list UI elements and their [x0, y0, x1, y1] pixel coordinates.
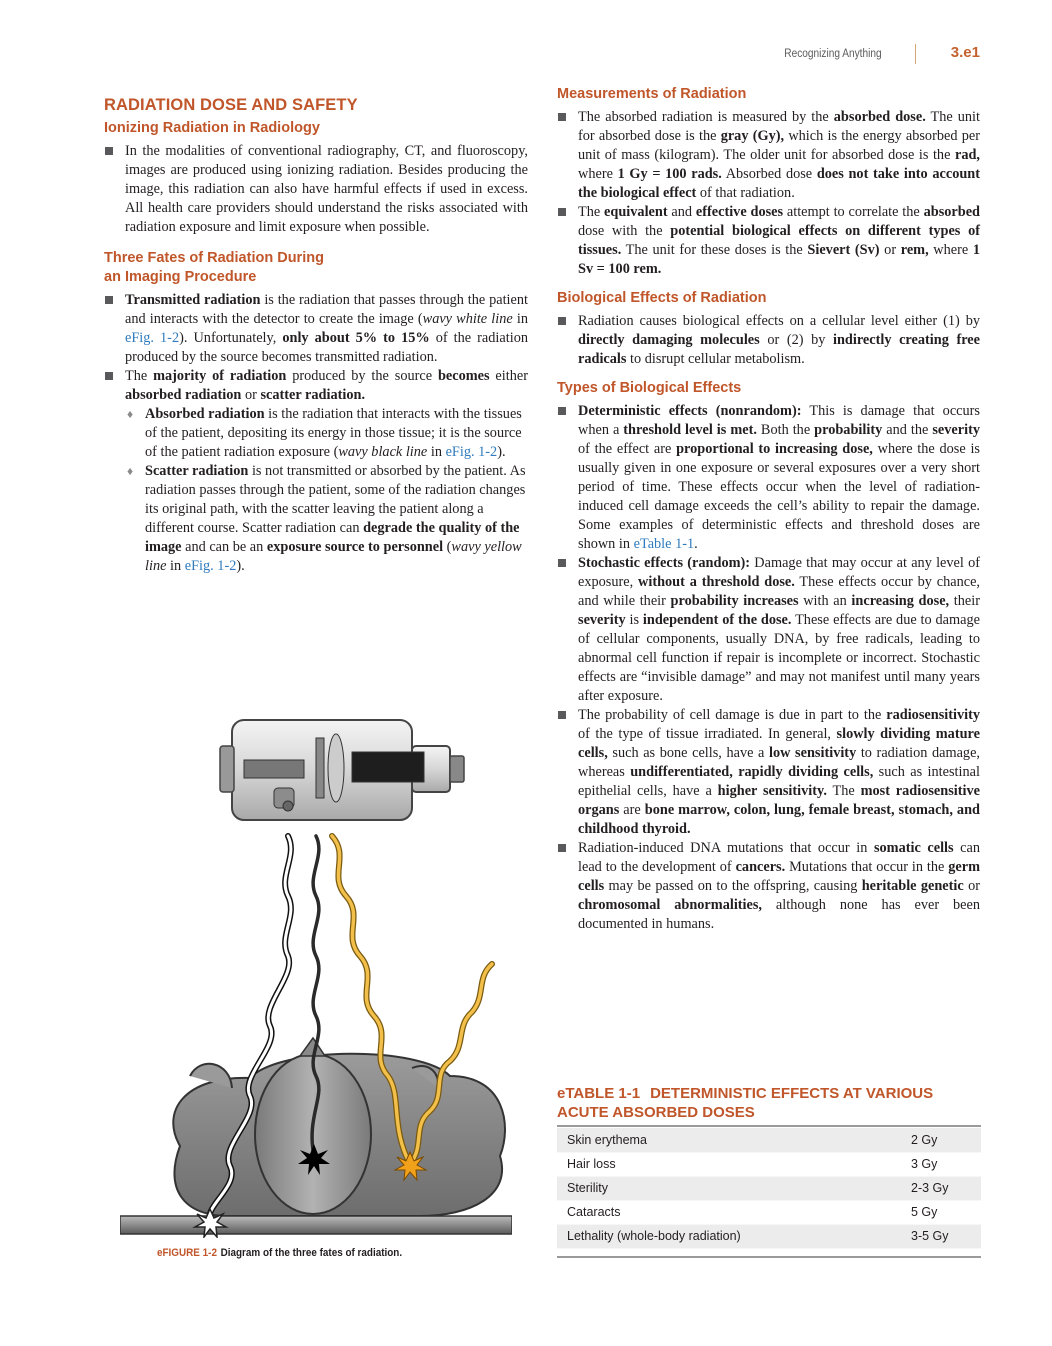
list-item: Radiation causes biological effects on a cellular level either (1) by directly damaging molecules or (2) by indirectly creating free radicals to disrupt cellular metabolism. [557, 312, 980, 369]
biological-list [557, 312, 980, 369]
list-item: The probability of cell damage is due in part to the radiosensitivity of the type of tissue irradiated. In general, slowly dividing mature cells, such as bone cells, have a low sensitivity to radiation damage, whereas undifferentiated, rapidly dividing cells, such as intestinal epithelial cells, have a higher sensitivity. The most radiosensitive organs are bone marrow, colon, lung, female breast, stomach, and childhood thyroid. [557, 706, 980, 839]
bullet-square-icon [558, 208, 566, 216]
table-row [557, 1176, 981, 1200]
etable-label: eTABLE 1-1 [557, 1085, 641, 1102]
fates-list [104, 291, 528, 576]
types-title: Types of Biological Effects [557, 380, 742, 396]
list-item: Deterministic effects (nonrandom): This is damage that occurs when a threshold level is met. Both the probability and the severity of the effect are proportional to increasing dose, where the dose is usually given in one exposure or several exposures over a very short period of time. These effects occur when the level of radiation-induced cell damage exceeds the cell’s ability to repair the damage. Some examples of deterministic effects and threshold doses are shown in eTable 1-1. [557, 402, 980, 554]
table-row [557, 1128, 981, 1152]
efig-link[interactable]: eFig. 1-2 [445, 444, 498, 460]
figure-label: eFIGURE 1-2 [157, 1247, 217, 1259]
bullet-square-icon [105, 296, 113, 304]
radiation-diagram [120, 716, 512, 1238]
bullet-square-icon [105, 372, 113, 380]
table-cell-effect: Cataracts [557, 1200, 911, 1224]
right-column [557, 85, 980, 934]
list-item: Transmitted radiation is the radiation that passes through the patient and interacts with the detector to create the image (wavy white line in eFig. 1-2). Unfortunately, only about 5% to 15% of the radiation produced by the source becomes transmitted radiation. [104, 291, 528, 367]
running-head [560, 44, 980, 64]
types-list [557, 402, 980, 934]
efig-link[interactable]: eFig. 1-2 [125, 330, 180, 346]
figure-caption [157, 1247, 481, 1259]
table-cell-dose: 5 Gy [911, 1200, 981, 1224]
bullet-square-icon [558, 559, 566, 567]
paragraph-ionizing: In the modalities of conventional radiography, CT, and fluoroscopy, images are produced using ionizing radiation. Besides producing the image, this radiation can also have harmful effects if used in excess. All health care providers should understand the risks associated with radiation exposure and limit exposure when possible. [125, 143, 528, 235]
ionizing-list [104, 142, 528, 237]
measurements-title: Measurements of Radiation [557, 86, 747, 102]
table-row [557, 1200, 981, 1224]
bullet-square-icon [558, 113, 566, 121]
bullet-square-icon [558, 407, 566, 415]
xray-tube-icon [220, 720, 464, 820]
running-title: Recognizing Anything [784, 48, 882, 60]
list-item: The absorbed radiation is measured by the absorbed dose. The unit for absorbed dose is the gray (Gy), which is the energy absorbed per unit of mass (kilogram). The older unit for absorbed dose is the rad, where 1 Gy = 100 rads. Absorbed dose does not take into account the biological effect of that radiation. [557, 108, 980, 203]
subsection-ionizing: Ionizing Radiation in Radiology [104, 120, 320, 136]
diamond-bullet-icon: ♦ [127, 464, 134, 478]
running-head-divider [915, 44, 917, 64]
list-item: Radiation-induced DNA mutations that occur in somatic cells can lead to the development of cancers. Mutations that occur in the germ cells may be passed on to the offspring, causing heritable genetic or chromosomal abnormalities, although none has ever been documented in humans. [557, 839, 980, 934]
list-item: ♦ Scatter radiation is not transmitted or absorbed by the patient. As radiation passes through the patient, some of the radiation changes its original path, with the scatter leaving the patient along a different course. Scatter radiation can degrade the quality of the image and can be an exposure source to personnel (wavy yellow line in eFig. 1-2). [127, 463, 526, 574]
table-cell-dose: 3-5 Gy [911, 1224, 981, 1248]
detector-table [120, 1216, 512, 1234]
list-item: The equivalent and effective doses attempt to correlate the absorbed dose with the potential biological effects on different types of tissues. The unit for these doses is the Sievert (Sv) or rem, where 1 Sv = 100 rem. [557, 203, 980, 279]
biological-effects-title: Biological Effects of Radiation [557, 290, 767, 306]
list-item: Stochastic effects (random): Damage that may occur at any level of exposure, without a threshold dose. These effects occur by chance, and while their probability increases with an increasing dose, their severity is independent of the dose. These effects are due to damage of cellular components, usually DNA, by free radicals, leading to abnormal cell function if repair is incomplete or incorrect. Stochastic effects are “invisible damage” and may not manifest until many years after exposure. [557, 554, 980, 706]
list-item: The majority of radiation produced by the source becomes either absorbed radiation or scatter radiation. ♦ Absorbed radiation is the radiation that interacts with the tissues of the patient, depositing its energy in those tissue; it is the source of the patient radiation exposure (wavy black line in eFig. 1-2). ♦ Scatter radiation is not transmitted or absorbed by the patient. As radiation passes through the patient, some of the radiation changes its original path, with the scatter leaving the patient along a different course. Scatter radiation can degrade the quality of the image and can be an exposure source to personnel (wavy yellow line in eFig. 1-2). [104, 367, 528, 576]
left-column [104, 96, 528, 576]
table-cell-dose: 3 Gy [911, 1152, 981, 1176]
table-cell-effect: Sterility [557, 1176, 911, 1200]
subsection-three-fates: Three Fates of Radiation During an Imaging Procedure [104, 250, 324, 285]
table-cell-effect: Lethality (whole-body radiation) [557, 1224, 911, 1248]
table-row [557, 1152, 981, 1176]
etable-link[interactable]: eTable 1-1 [633, 536, 695, 552]
table-cell-effect: Skin erythema [557, 1128, 911, 1152]
list-item: ♦ Absorbed radiation is the radiation that interacts with the tissues of the patient, depositing its energy in those tissue; it is the source of the patient radiation exposure (wavy black line in eFig. 1-2). [127, 406, 522, 460]
fates-sublist [125, 405, 528, 576]
section-title: RADIATION DOSE AND SAFETY [104, 96, 358, 114]
table-row [557, 1224, 981, 1248]
bullet-square-icon [105, 147, 113, 155]
measurements-list [557, 108, 980, 279]
page-number: 3.e1 [950, 44, 980, 61]
bullet-square-icon [558, 844, 566, 852]
table-cell-effect: Hair loss [557, 1152, 911, 1176]
bullet-square-icon [558, 317, 566, 325]
deterministic-effects-table [557, 1128, 981, 1249]
efig-link[interactable]: eFig. 1-2 [184, 558, 237, 574]
table-cell-dose: 2-3 Gy [911, 1176, 981, 1200]
bullet-square-icon [558, 711, 566, 719]
table-rule-top [557, 1125, 981, 1127]
etable-title: eTABLE 1-1 DETERMINISTIC EFFECTS AT VARIOUS ACUTE ABSORBED DOSES [557, 1085, 934, 1121]
figure-caption-text: Diagram of the three fates of radiation. [220, 1247, 403, 1259]
table-rule-bottom [557, 1256, 981, 1258]
table-cell-dose: 2 Gy [911, 1128, 981, 1152]
list-item [104, 142, 528, 237]
radiation-fates-figure [120, 716, 512, 1238]
diamond-bullet-icon: ♦ [127, 407, 134, 421]
